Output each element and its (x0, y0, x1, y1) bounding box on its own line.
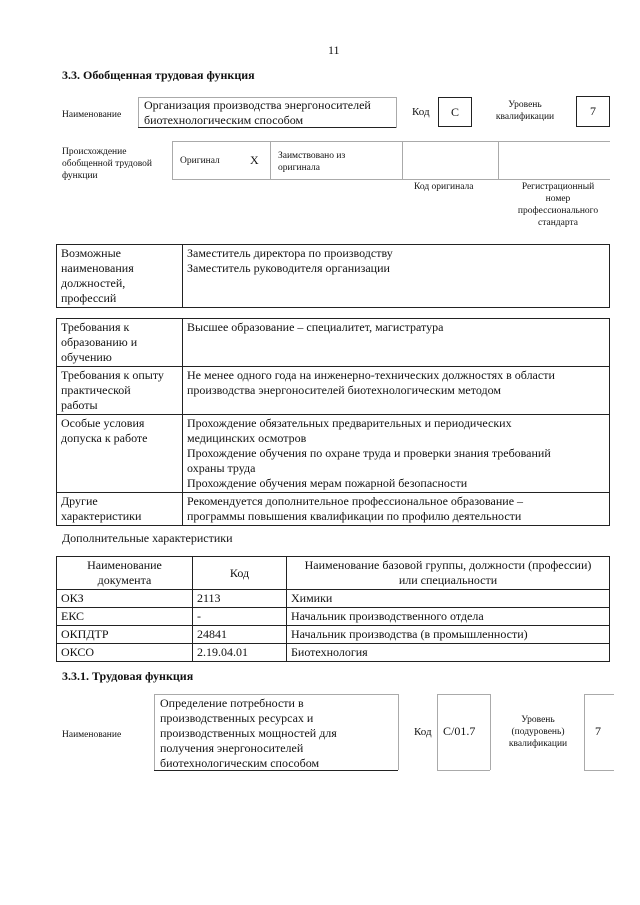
table-row (57, 319, 610, 367)
table-row (57, 415, 610, 493)
reg-line4: стандарта (538, 218, 578, 228)
reg-line2: номер (545, 194, 571, 204)
req-label-line: Требования к (61, 320, 130, 334)
table-row (57, 245, 610, 308)
general-function-name-line1: Организация производства энергоносителей (144, 98, 371, 112)
additional-title: Дополнительные характеристики (62, 531, 233, 545)
other-value-cell (183, 493, 610, 526)
sub-code-bottom-border (437, 770, 490, 771)
req-value-line: Прохождение обучения по охране труда и проверки знания требований (187, 446, 551, 460)
row-code: - (193, 608, 287, 626)
section-title: 3.3. Обобщенная трудовая функция (62, 68, 255, 82)
req-value-line: программы повышения квалификации по профилю деятельности (187, 509, 522, 523)
row-name: Химики (287, 590, 610, 608)
positions-label-line2: наименования (61, 261, 134, 275)
experience-value-cell (183, 367, 610, 415)
origin-top-border (172, 141, 610, 142)
row-doc: ОКЗ (57, 590, 193, 608)
req-label-line: Требования к опыту (61, 368, 164, 382)
table-row (57, 590, 610, 608)
code-original-label: Код оригинала (414, 182, 474, 192)
reg-line1: Регистрационный (521, 182, 595, 192)
registration-number-label (504, 181, 612, 229)
sub-code-label: Код (414, 726, 432, 738)
req-label-line: практической (61, 383, 131, 397)
positions-value-cell (183, 245, 610, 308)
borrowed-label-line2: оригинала (278, 163, 320, 173)
req-label-line: обучению (61, 350, 112, 364)
req-label-line: работы (61, 398, 98, 412)
name-box-left-border (138, 97, 139, 128)
origin-divider-2 (402, 141, 403, 179)
table-row (57, 493, 610, 526)
row-name: Биотехнология (287, 644, 610, 662)
general-function-name (144, 98, 371, 128)
table-header-row (57, 557, 610, 590)
header-code: Код (193, 557, 287, 590)
origin-bottom-border (172, 179, 610, 180)
row-code: 2113 (193, 590, 287, 608)
req-value-line: производства энергоносителей биотехнологическим методом (187, 383, 501, 397)
req-value-line: медицинских осмотров (187, 431, 307, 445)
origin-label-line2: обобщенной трудовой (62, 159, 152, 169)
name-label: Наименование (62, 110, 122, 120)
origin-label-line3: функции (62, 171, 98, 181)
sub-name-box-top-border (154, 694, 398, 695)
admission-value-cell (183, 415, 610, 493)
level-label-line1: Уровень (508, 100, 542, 110)
labor-function-name-line: производственных мощностей для (160, 726, 337, 740)
table-row (57, 644, 610, 662)
header-doc-line1: Наименование (87, 558, 162, 572)
code-label: Код (412, 106, 430, 118)
sub-name-box-left-border (154, 694, 155, 770)
header-doc-line2: документа (97, 573, 152, 587)
labor-function-name-line: производственных ресурсах и (160, 711, 314, 725)
row-doc: ЕКС (57, 608, 193, 626)
positions-value-line1: Заместитель директора по производству (187, 246, 393, 260)
sub-level-line3: квалификации (508, 739, 568, 749)
level-value: 7 (590, 104, 596, 118)
row-name: Начальник производственного отдела (287, 608, 610, 626)
origin-label (62, 146, 152, 182)
sub-level-value: 7 (595, 724, 601, 738)
req-value-line: Прохождение обучения мерам пожарной безопасности (187, 476, 468, 490)
origin-label-line1: Происхождение (62, 147, 127, 157)
labor-function-name (160, 696, 337, 771)
experience-label-cell (57, 367, 183, 415)
borrowed-label (278, 150, 345, 174)
education-label-cell (57, 319, 183, 367)
header-doc (57, 557, 193, 590)
page-number: 11 (328, 43, 340, 57)
sub-code-right-border (490, 694, 491, 770)
sub-name-box-right-border (398, 694, 399, 770)
admission-label-cell (57, 415, 183, 493)
positions-label-cell (57, 245, 183, 308)
origin-divider-3 (498, 141, 499, 179)
sub-level-line1: Уровень (521, 715, 555, 725)
positions-label-line3: должностей, (61, 276, 126, 290)
general-function-name-line2: биотехнологическим способом (144, 113, 304, 127)
requirements-table (56, 318, 610, 526)
labor-function-name-line: Определение потребности в (160, 696, 304, 710)
origin-divider-1 (270, 141, 271, 179)
additional-table (56, 556, 610, 662)
labor-function-name-line: биотехнологическим способом (160, 756, 320, 770)
positions-value-line2: Заместитель руководителя организации (187, 261, 390, 275)
header-name (287, 557, 610, 590)
sub-level-left-border (584, 694, 585, 770)
positions-label-line1: Возможные (61, 246, 121, 260)
req-label-line: характеристики (61, 509, 142, 523)
req-value-line: Высшее образование – специалитет, магистратура (187, 320, 444, 334)
subsection-title: 3.3.1. Трудовая функция (62, 669, 194, 683)
req-label-line: Другие (61, 494, 98, 508)
positions-label-line4: профессий (61, 291, 117, 305)
row-doc: ОКПДТР (57, 626, 193, 644)
row-doc: ОКСО (57, 644, 193, 662)
sub-code-value: C/01.7 (443, 724, 476, 738)
labor-function-name-line: получения энергоносителей (160, 741, 304, 755)
code-value-box (438, 97, 472, 127)
table-row (57, 626, 610, 644)
req-value-line: Прохождение обязательных предварительных и периодических (187, 416, 512, 430)
level-label-line2: квалификации (495, 112, 555, 122)
table-row (57, 608, 610, 626)
header-name-line2: или специальности (398, 573, 498, 587)
sub-level-label (500, 714, 576, 750)
education-value-cell (183, 319, 610, 367)
header-name-line1: Наименование базовой группы, должности (профессии) (304, 558, 592, 572)
origin-left-border (172, 141, 173, 179)
original-label: Оригинал (180, 156, 220, 166)
table-row (57, 367, 610, 415)
req-value-line: Рекомендуется дополнительное профессиональное образование – (187, 494, 524, 508)
req-value-line: Не менее одного года на инженерно-технических должностях в области (187, 368, 555, 382)
other-label-cell (57, 493, 183, 526)
row-name: Начальник производства (в промышленности) (287, 626, 610, 644)
sub-code-left-border (437, 694, 438, 770)
sub-level-line2: (подуровень) (511, 727, 565, 737)
reg-line3: профессионального (517, 206, 599, 216)
req-label-line: Особые условия (61, 416, 145, 430)
level-label (488, 99, 562, 123)
name-box-right-border (396, 97, 397, 128)
row-code: 2.19.04.01 (193, 644, 287, 662)
sub-name-label: Наименование (62, 730, 122, 740)
row-code: 24841 (193, 626, 287, 644)
code-value: C (450, 105, 459, 119)
positions-table (56, 244, 610, 308)
borrowed-label-line1: Заимствовано из (278, 151, 346, 161)
original-mark: X (250, 153, 259, 167)
req-label-line: допуска к работе (61, 431, 148, 445)
sub-level-top-border (584, 694, 614, 695)
req-value-line: охраны труда (187, 461, 256, 475)
sub-level-bottom-border (584, 770, 614, 771)
level-value-box (576, 96, 610, 127)
req-label-line: образованию и (61, 335, 138, 349)
sub-code-top-border (437, 694, 490, 695)
